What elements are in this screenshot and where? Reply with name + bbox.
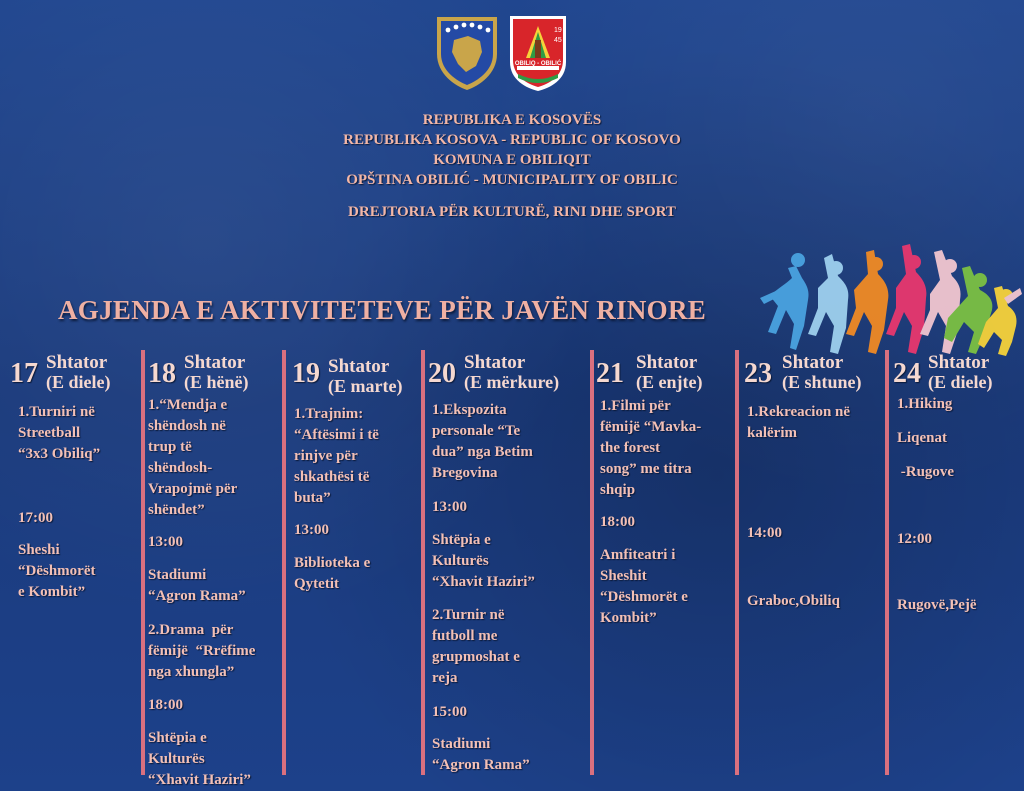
column-divider <box>421 350 425 775</box>
activity-entry: 1.Trajnim: “Aftësimi i të rinjve për shkathësi të buta” <box>294 406 379 506</box>
day-number: 18 <box>148 358 176 389</box>
day-month: Shtator <box>782 352 844 373</box>
activity-location: -Rugove <box>897 464 955 480</box>
svg-text:45: 45 <box>554 37 562 44</box>
header-line: KOMUNA E OBILIQIT <box>433 152 591 168</box>
activity-entry: 1.Rekreacion në kalërim <box>747 404 851 441</box>
day-number: 20 <box>428 358 456 389</box>
day-weekday: (E hënë) <box>184 372 249 392</box>
activity-entry: 1.Hiking <box>897 396 953 412</box>
column-divider <box>735 350 739 775</box>
svg-text:OBILIQ - OBILIĆ: OBILIQ - OBILIĆ <box>514 61 562 67</box>
header <box>0 110 1024 222</box>
day-number: 21 <box>596 358 624 389</box>
activity-location: Stadiumi “Agron Rama” <box>432 736 530 773</box>
activity-time: 13:00 <box>294 522 329 538</box>
day-number: 19 <box>292 358 320 389</box>
header-line: REPUBLIKA KOSOVA - REPUBLIC OF KOSOVO <box>343 132 681 148</box>
day-weekday: (E marte) <box>328 376 403 396</box>
emblems <box>434 14 568 92</box>
activity-time: 13:00 <box>148 534 183 550</box>
day-weekday: (E mërkure) <box>464 372 560 392</box>
day-weekday: (E enjte) <box>636 372 703 392</box>
svg-text:19: 19 <box>554 27 562 34</box>
agenda-title: AGJENDA E AKTIVITETEVE PËR JAVËN RINORE <box>58 295 707 325</box>
day-month: Shtator <box>46 352 108 373</box>
activity-location: Shtëpia e Kulturës “Xhavit Haziri” <box>148 730 251 788</box>
activity-entry: 2.Turnir në futboll me grupmoshat e reja <box>432 607 520 686</box>
day-month: Shtator <box>928 352 990 373</box>
day-number: 24 <box>893 358 921 389</box>
column-divider <box>885 350 889 775</box>
day-number: 17 <box>10 358 38 389</box>
activity-location: Shtëpia e Kulturës “Xhavit Haziri” <box>432 532 535 590</box>
activity-time: 15:00 <box>432 704 467 720</box>
header-line: REPUBLIKA E KOSOVËS <box>422 112 602 128</box>
day-month: Shtator <box>184 352 246 373</box>
column-divider <box>141 350 145 775</box>
activity-location: Sheshi “Dëshmorët e Kombit” <box>18 542 96 600</box>
dancers-illustration <box>758 238 1024 356</box>
activity-entry: 1.Filmi për fëmijë “Mavka- the forest song” me titra shqip <box>600 398 702 498</box>
activity-location: Stadiumi “Agron Rama” <box>148 567 246 604</box>
activity-location: Graboc,Obiliq <box>747 593 840 609</box>
header-line: OPŠTINA OBILIĆ - MUNICIPALITY OF OBILIC <box>346 172 678 188</box>
activity-location: Biblioteka e Qytetit <box>294 555 371 592</box>
column-divider <box>590 350 594 775</box>
activity-location: Amfiteatri i Sheshit “Dëshmorët e Kombit” <box>600 547 688 626</box>
activity-time: 12:00 <box>897 531 932 547</box>
activity-entry: 2.Drama për fëmijë “Rrëfime nga xhungla” <box>148 622 256 680</box>
column-divider <box>282 350 286 775</box>
activity-entry: 1.Ekspozita personale “Te dua” nga Betim Bregovina <box>432 402 533 481</box>
day-weekday: (E diele) <box>928 372 993 392</box>
activity-entry: 1.“Mendja e shëndosh në trup të shëndosh- Vrapojmë për shëndet” <box>148 397 238 518</box>
activity-time: 14:00 <box>747 525 782 541</box>
day-weekday: (E diele) <box>46 372 111 392</box>
activity-time: 13:00 <box>432 499 467 515</box>
day-month: Shtator <box>328 356 390 377</box>
day-number: 23 <box>744 358 772 389</box>
day-month: Shtator <box>636 352 698 373</box>
obiliq-municipal-emblem-icon <box>508 14 568 92</box>
activity-location: Liqenat <box>897 430 948 446</box>
activity-entry: 1.Turniri në Streetball “3x3 Obiliq” <box>18 404 101 462</box>
activity-time: 18:00 <box>148 697 183 713</box>
activity-time: 17:00 <box>18 510 53 526</box>
activity-time: 18:00 <box>600 514 635 530</box>
kosovo-coat-of-arms-icon <box>434 14 500 92</box>
directorate-title: DREJTORIA PËR KULTURË, RINI DHE SPORT <box>348 204 676 220</box>
day-weekday: (E shtune) <box>782 372 862 392</box>
activity-location: Rugovë,Pejë <box>897 597 977 613</box>
day-month: Shtator <box>464 352 526 373</box>
